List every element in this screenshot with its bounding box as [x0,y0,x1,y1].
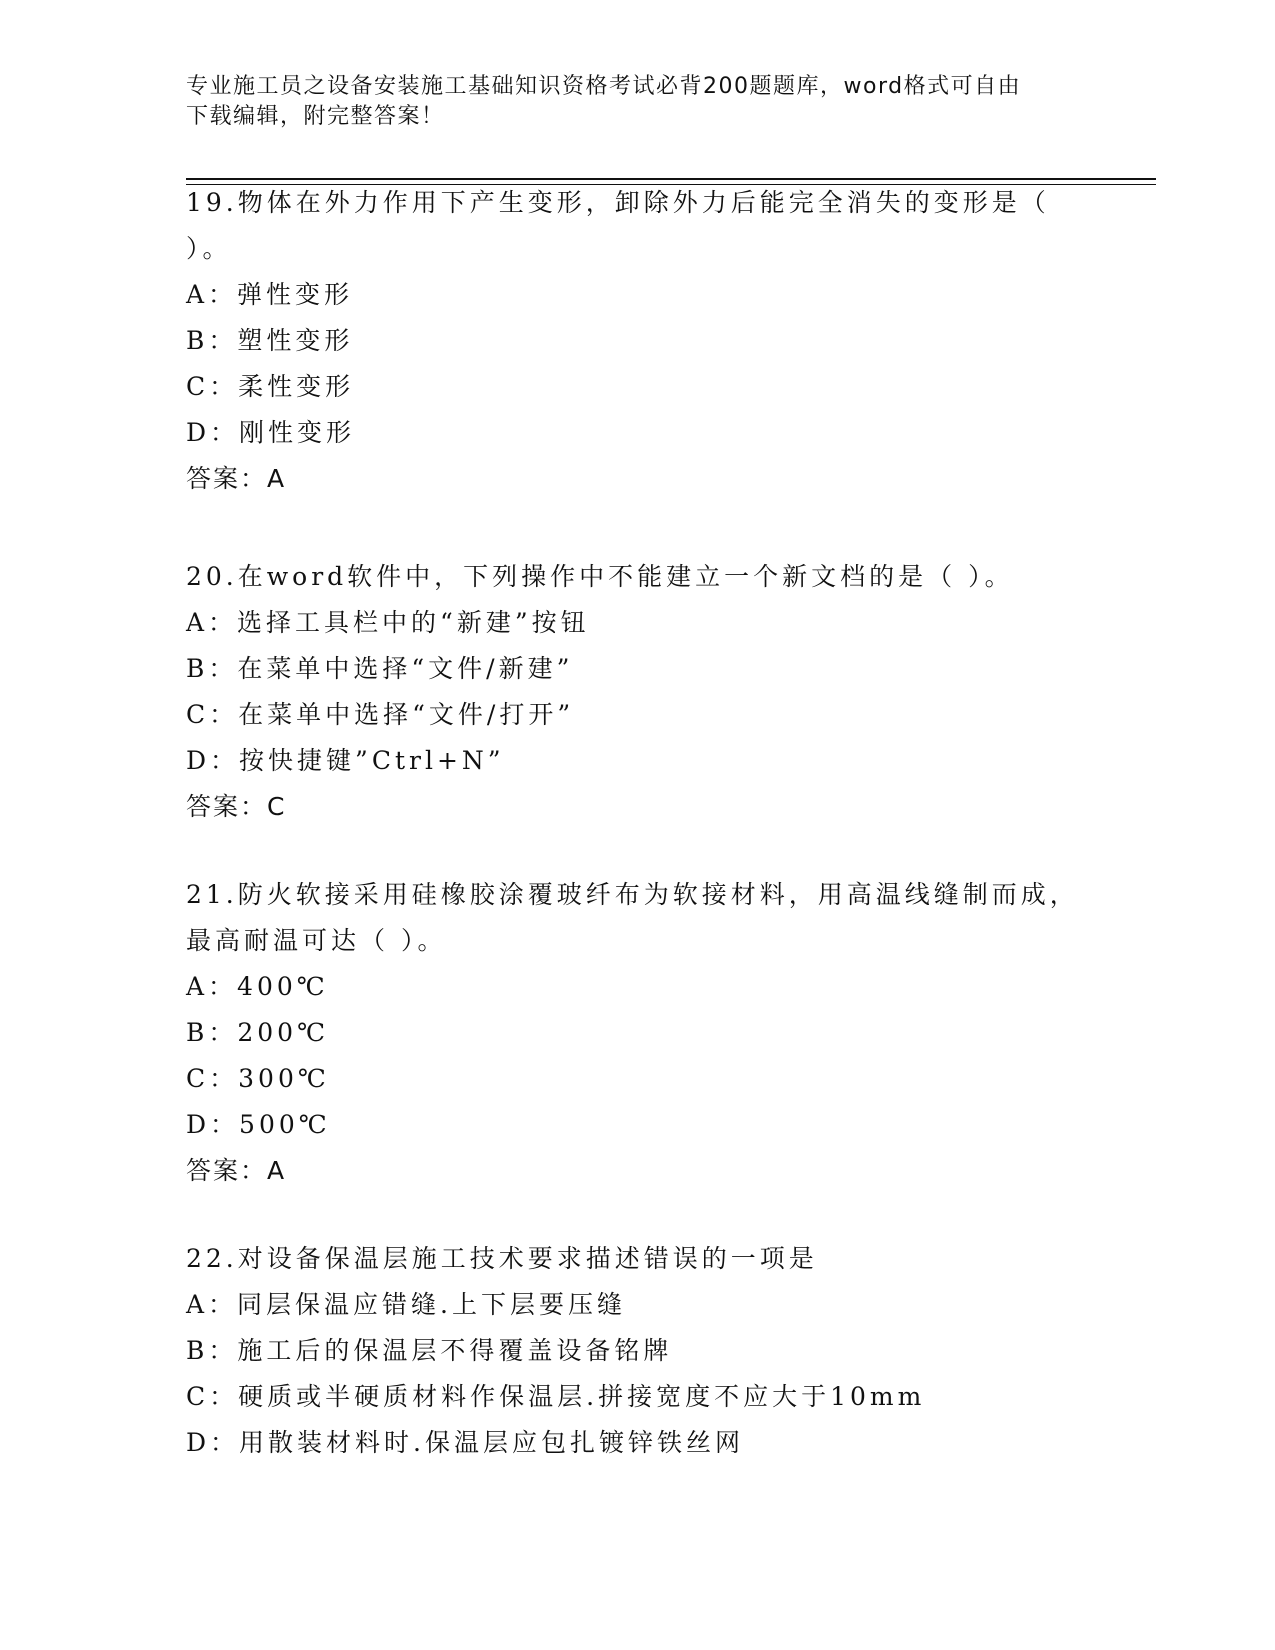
answer: 答案：C [186,792,287,821]
question-stem: 21.防火软接采用硅橡胶涂覆玻纤布为软接材料，用高温线缝制而成， [186,880,1079,909]
question-stem: 19.物体在外力作用下产生变形，卸除外力后能完全消失的变形是（ [186,188,1050,217]
option-d: D：用散装材料时.保温层应包扎镀锌铁丝网 [186,1428,744,1457]
question-22 [186,1236,1086,1466]
option-d: D：按快捷键”Ctrl+N” [186,746,505,775]
option-a: A：同层保温应错缝.上下层要压缝 [186,1290,627,1319]
question-stem-continued: ）。 [186,234,232,263]
option-d: D：刚性变形 [186,418,356,447]
header-line-2: 下载编辑，附完整答案！ [186,104,445,129]
document-header [186,72,1086,132]
option-c: C：在菜单中选择“文件/打开” [186,700,575,729]
option-b: B：施工后的保温层不得覆盖设备铭牌 [186,1336,673,1365]
question-stem-continued: 最高耐温可达（ ）。 [186,926,447,955]
option-c: C：硬质或半硬质材料作保温层.拼接宽度不应大于10mm [186,1382,926,1411]
option-d: D：500℃ [186,1110,331,1139]
question-19 [186,180,1086,502]
option-c: C：柔性变形 [186,372,355,401]
answer: 答案：A [186,464,287,493]
option-a: A：400℃ [186,972,329,1001]
option-a: A：弹性变形 [186,280,354,309]
question-stem: 22.对设备保温层施工技术要求描述错误的一项是 [186,1244,818,1273]
option-b: B：200℃ [186,1018,330,1047]
option-a: A：选择工具栏中的“新建”按钮 [186,608,590,637]
answer: 答案：A [186,1156,287,1185]
question-21 [186,872,1086,1194]
question-stem: 20.在word软件中，下列操作中不能建立一个新文档的是（ ）。 [186,562,1014,591]
question-20 [186,554,1086,830]
header-line-1: 专业施工员之设备安装施工基础知识资格考试必背200题题库，word格式可自由 [186,74,1022,99]
option-c: C：300℃ [186,1064,330,1093]
option-b: B：在菜单中选择“文件/新建” [186,654,574,683]
option-b: B：塑性变形 [186,326,354,355]
